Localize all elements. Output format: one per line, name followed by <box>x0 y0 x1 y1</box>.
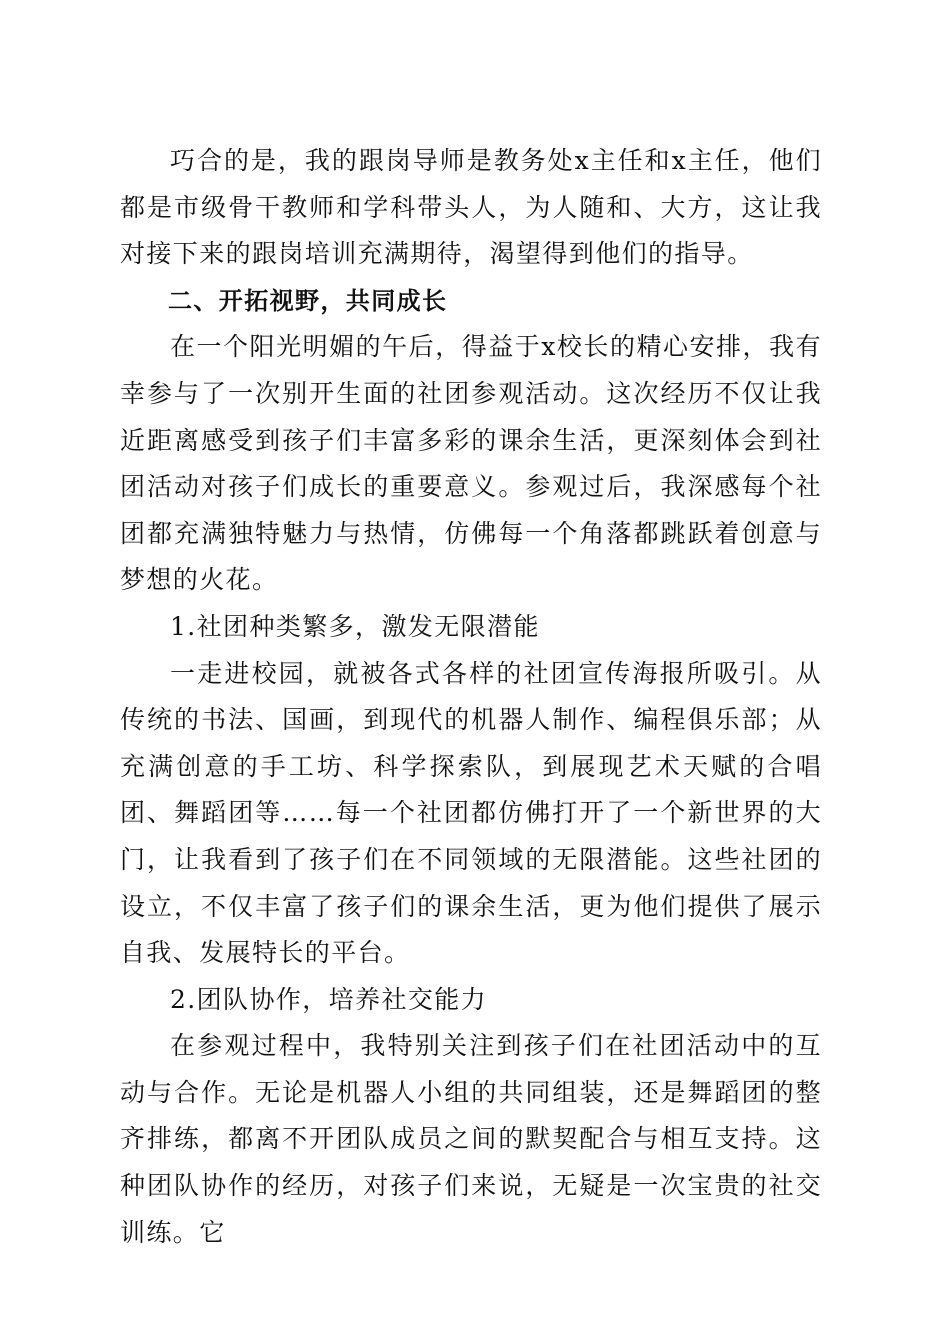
paragraph-club-visit: 在一个阳光明媚的午后，得益于x校长的精心安排，我有幸参与了一次别开生面的社团参观活动。这次经历不仅让我近距离感受到孩子们丰富多彩的课余生活，更深刻体会到社团活动对孩子们成长的重要意义。参观过后，我深感每个社团都充满独特魅力与热情，仿佛每一个角落都跳跃着创意与梦想的火花。 <box>120 332 822 595</box>
document-body <box>120 138 822 1256</box>
paragraph-teamwork: 在参观过程中，我特别关注到孩子们在社团活动中的互动与合作。无论是机器人小组的共同组装，还是舞蹈团的整齐排练，都离不开团队成员之间的默契配合与相互支持。这种团队协作的经历，对孩子们来说，无疑是一次宝贵的社交训练。它 <box>120 1031 822 1247</box>
section-heading-2: 二、开拓视野，共同成长 <box>168 286 448 315</box>
paragraph-mentors: 巧合的是，我的跟岗导师是教务处x主任和x主任，他们都是市级骨干教师和学科带头人，为人随和、大方，这让我对接下来的跟岗培训充满期待，渴望得到他们的指导。 <box>120 146 822 269</box>
subheading-teamwork: 2.团队协作，培养社交能力 <box>170 984 488 1014</box>
paragraph-club-variety: 一走进校园，就被各式各样的社团宣传海报所吸引。从传统的书法、国画，到现代的机器人制作、编程俱乐部；从充满创意的手工坊、科学探索队，到展现艺术天赋的合唱团、舞蹈团等……每一个社团都仿佛打开了一个新世界的大门，让我看到了孩子们在不同领域的无限潜能。这些社团的设立，不仅丰富了孩子们的课余生活，更为他们提供了展示自我、发展特长的平台。 <box>120 658 822 968</box>
subheading-club-variety: 1.社团种类繁多，激发无限潜能 <box>170 611 540 641</box>
